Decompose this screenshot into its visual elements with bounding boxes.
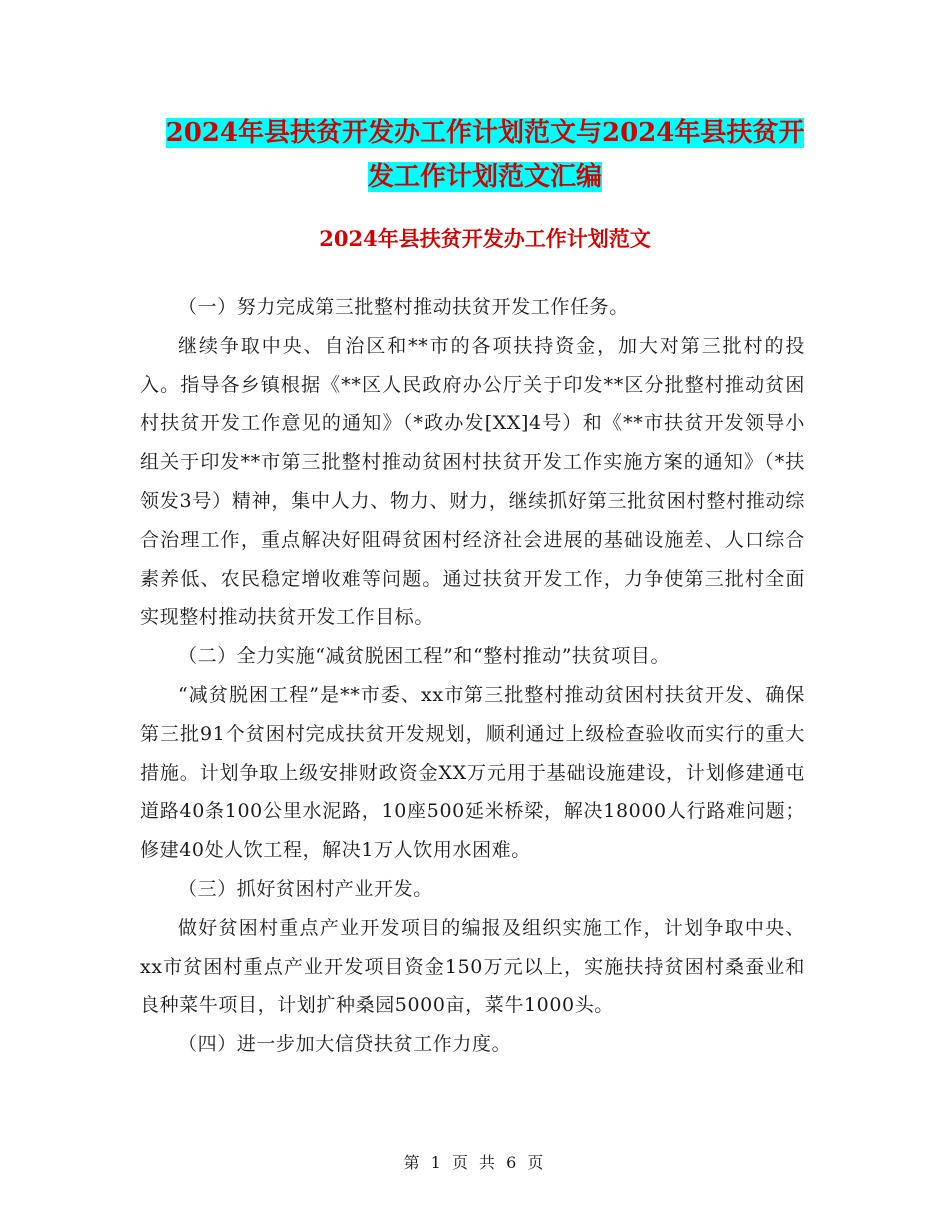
section-title: 2024年县扶贫开发办工作计划范文 [319, 226, 651, 251]
document-body [140, 288, 805, 1064]
paragraph-heading-1: （一）努力完成第三批整村推动扶贫开发工作任务。 [178, 296, 629, 318]
document-title-line-2: 发工作计划范文汇编 [367, 162, 602, 192]
paragraph-heading-2: （二）全力实施“减贫脱困工程”和“整村推动”扶贫项目。 [178, 645, 671, 668]
paragraph-heading-4: （四）进一步加大信贷扶贫工作力度。 [178, 1033, 512, 1056]
paragraph: 继续争取中央、自治区和**市的各项扶持资金，加大对第三批村的投入。指导各乡镇根据《**区人民政府办公厅关于印发**区分批整村推动贫困村扶贫开发工作意见的通知》（*政办发[XX]4号）和《**市扶贫开发领导小组关于印发**市第三批整村推动贫困村扶贫开发工作实施方案的通知》（*扶领发3号）精神，集中人力、物力、财力，继续抓好第三批贫困村整村推动综合治理工作，重点解决好阻碍贫困村经济社会进展的基础设施差、人口综合素养低、农民稳定增收难等问题。通过扶贫开发工作，力争使第三批村全面实现整村推动扶贫开发工作目标。 [140, 334, 805, 629]
document-title [140, 111, 830, 199]
document-title-line-1: 2024年县扶贫开发办工作计划范文与2024年县扶贫开 [165, 118, 805, 148]
paragraph-heading-3: （三）抓好贫困村产业开发。 [178, 877, 433, 900]
page-footer: 第 1 页 共 6 页 [403, 1153, 547, 1172]
paragraph: “减贫脱困工程”是**市委、xx市第三批整村推动贫困村扶贫开发、确保第三批91个贫困村完成扶贫开发规划，顺利通过上级检查验收而实行的重大措施。计划争取上级安排财政资金XX万元用于基础设施建设，计划修建通屯道路40条100公里水泥路，10座500延米桥梁，解决18000人行路难问题；修建40处人饮工程，解决1万人饮用水困难。 [140, 683, 805, 862]
paragraph: 做好贫困村重点产业开发项目的编报及组织实施工作，计划争取中央、xx市贫困村重点产业开发项目资金150万元以上，实施扶持贫困村桑蚕业和良种菜牛项目，计划扩种桑园5000亩，菜牛1000头。 [140, 916, 805, 1017]
